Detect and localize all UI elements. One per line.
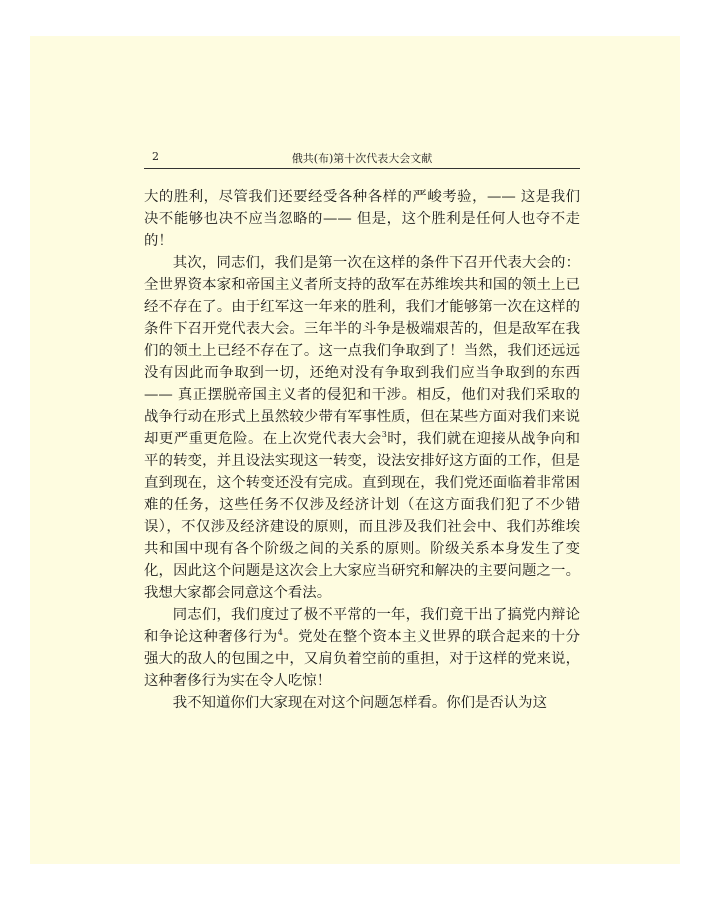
paragraph [144, 252, 580, 604]
paragraph [144, 692, 580, 714]
paragraph [144, 604, 580, 692]
running-title: 俄共(布)第十次代表大会文献 [291, 152, 433, 165]
paragraph-text: 我不知道你们大家现在对这个问题怎样看。你们是否认为这 [172, 695, 547, 711]
paragraph-text: 大的胜利，尽管我们还要经受各种各样的严峻考验，—— 这是我们决不能够也决不应当忽略的—— 但是，这个胜利是任何人也夺不走的！ [144, 189, 580, 249]
running-header [144, 150, 580, 169]
paragraph-text: 。党处在整个资本主义世界的联合起来的十分强大的敌人的包围之中，又肩负着空前的重担，对于这样的党来说，这种奢侈行为实在令人吃惊！ [144, 629, 580, 689]
paragraph-text: 同志们，我们度过了极不平常的一年，我们竟干出了搞党内辩论和争论这种奢侈行为 [144, 607, 580, 645]
page-number: 2 [152, 150, 159, 163]
paragraph-text: 其次，同志们，我们是第一次在这样的条件下召开代表大会的：全世界资本家和帝国主义者所支持的敌军在苏维埃共和国的领土上已经不存在了。由于红军这一年来的胜利，我们才能够第一次在这样的条件下召开党代表大会。三年半的斗争是极端艰苦的，但是敌军在我们的领土上已经不存在了。这一点我们争取到了！当然，我们还远远没有因此而争取到一切，还绝对没有争取到我们应当争取到的东西—— 真正摆脱帝国主义者的侵犯和干涉。相反，他们对我们采取的战争行动在形式上虽然较少带有军事性质，但在某些方面对我们来说却更严重更危险。在上次党代表大会 [144, 255, 580, 447]
body-text [144, 186, 580, 714]
paragraph-text: 时，我们就在迎接从战争向和平的转变，并且设法实现这一转变，设法安排好这方面的工作，但是直到现在，这个转变还没有完成。直到现在，我们党还面临着非常困难的任务，这些任务不仅涉及经济计划（在这方面我们犯了不少错误），不仅涉及经济建设的原则，而且涉及我们社会中、我们苏维埃共和国中现有各个阶级之间的关系的原则。阶级关系本身发生了变化，因此这个问题是这次会上大家应当研究和解决的主要问题之一。我想大家都会同意这个看法。 [144, 431, 580, 601]
footnote-marker[interactable]: 4 [277, 628, 283, 638]
paragraph [144, 186, 580, 252]
footnote-marker[interactable]: 3 [381, 430, 387, 440]
